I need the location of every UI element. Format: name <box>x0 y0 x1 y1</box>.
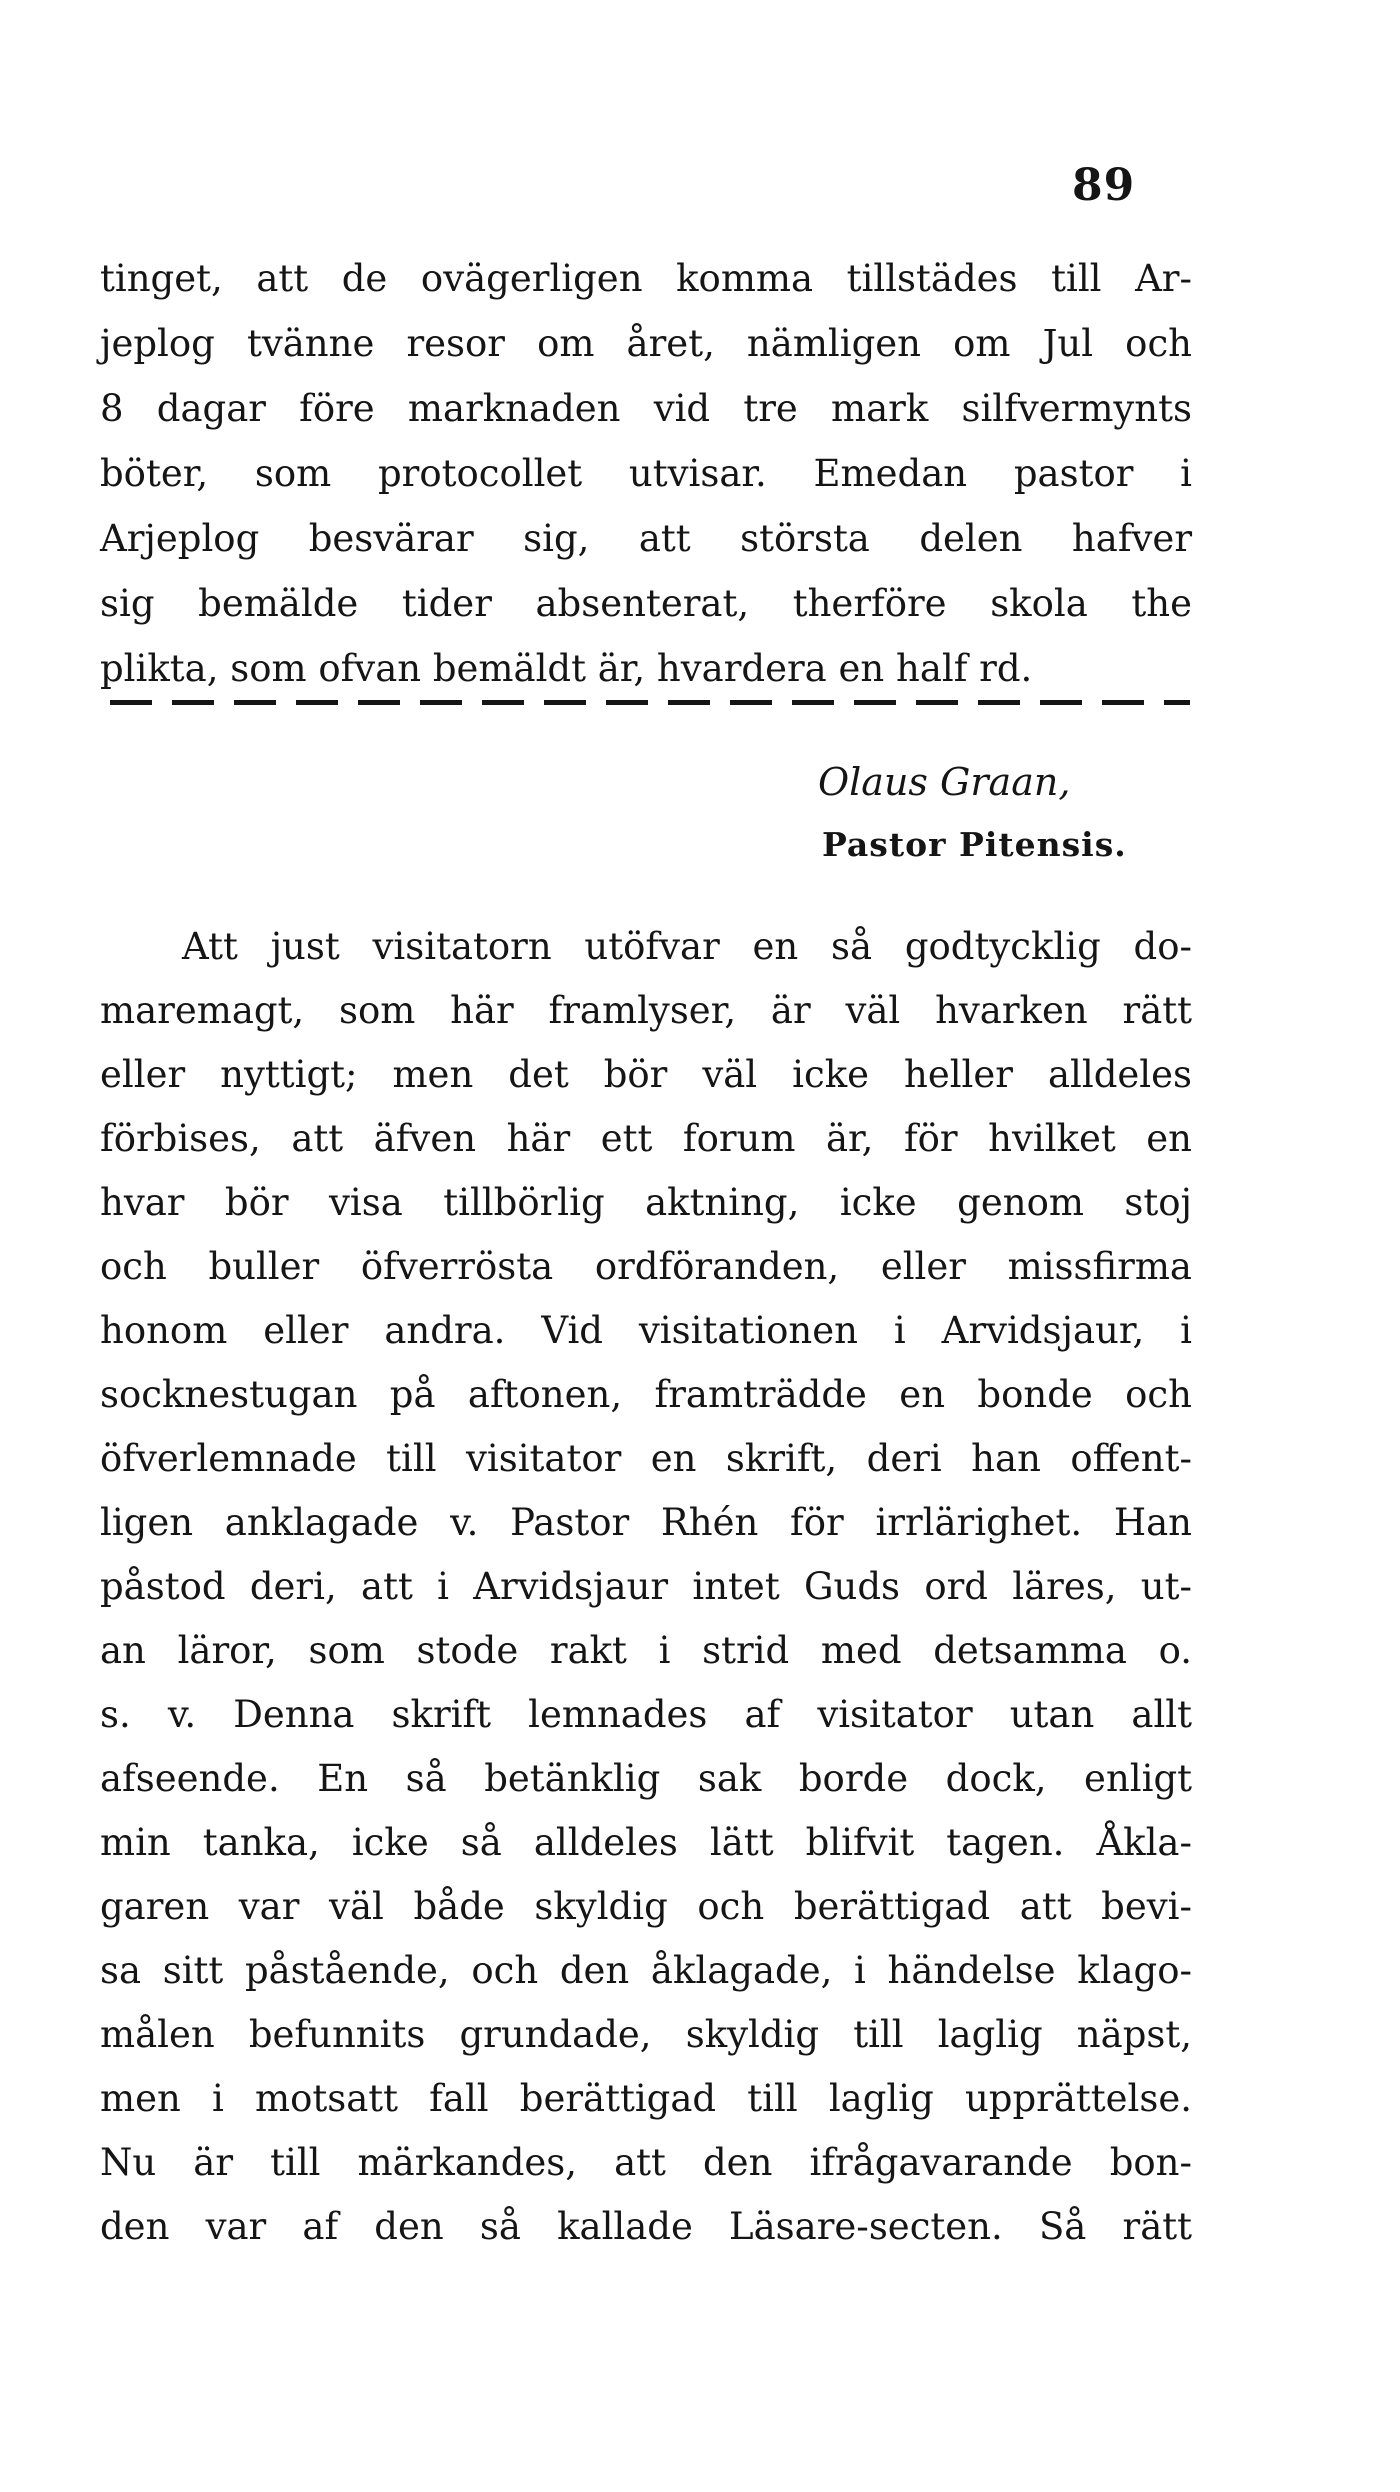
text-line: afseende. En så betänklig sak borde dock, enligt <box>100 1757 1192 1800</box>
text-line: Att just visitatorn utöfvar en så godtycklig do- <box>182 925 1192 968</box>
text-line: sa sitt påstående, och den åklagade, i händelse klago- <box>100 1949 1192 1992</box>
text-line: men i motsatt fall berättigad till laglig upprättelse. <box>100 2077 1192 2120</box>
text-line: Nu är till märkandes, att den ifrågavarande bon- <box>100 2141 1192 2184</box>
signature-name: Olaus Graan, <box>818 760 1071 804</box>
text-line: den var af den så kallade Läsare-secten. Så rätt <box>100 2205 1192 2248</box>
text-line: Arjeplog besvärar sig, att största delen hafver <box>100 517 1192 560</box>
signature-title: Pastor Pitensis. <box>822 825 1127 864</box>
text-line: jeplog tvänne resor om året, nämligen om Jul och <box>100 322 1192 365</box>
text-line: och buller öfverrösta ordföranden, eller missfirma <box>100 1245 1192 1288</box>
text-line: hvar bör visa tillbörlig aktning, icke genom stoj <box>100 1181 1192 1224</box>
text-line: s. v. Denna skrift lemnades af visitator utan allt <box>100 1693 1192 1736</box>
page-number: 89 <box>1072 160 1136 211</box>
text-line: min tanka, icke så alldeles lätt blifvit tagen. Åkla- <box>100 1821 1192 1864</box>
text-line: garen var väl både skyldig och berättigad att bevi- <box>100 1885 1192 1928</box>
text-line: an läror, som stode rakt i strid med detsamma o. <box>100 1629 1192 1672</box>
text-line: ligen anklagade v. Pastor Rhén för irrlärighet. Han <box>100 1501 1192 1544</box>
dashed-separator <box>110 700 1190 705</box>
text-line: öfverlemnade till visitator en skrift, deri han offent- <box>100 1437 1192 1480</box>
text-line: eller nyttigt; men det bör väl icke heller alldeles <box>100 1053 1192 1096</box>
text-line: böter, som protocollet utvisar. Emedan pastor i <box>100 452 1192 495</box>
text-line: påstod deri, att i Arvidsjaur intet Guds ord läres, ut- <box>100 1565 1192 1608</box>
text-line: maremagt, som här framlyser, är väl hvarken rätt <box>100 989 1192 1032</box>
text-line: 8 dagar före marknaden vid tre mark silfvermynts <box>100 387 1192 430</box>
text-line: förbises, att äfven här ett forum är, för hvilket en <box>100 1117 1192 1160</box>
text-line: målen befunnits grundade, skyldig till laglig näpst, <box>100 2013 1192 2056</box>
text-line: sig bemälde tider absenterat, therföre skola the <box>100 582 1192 625</box>
text-line: honom eller andra. Vid visitationen i Arvidsjaur, i <box>100 1309 1192 1352</box>
text-line: tinget, att de ovägerligen komma tillstädes till Ar- <box>100 257 1192 300</box>
text-line: socknestugan på aftonen, framträdde en bonde och <box>100 1373 1192 1416</box>
text-line: plikta, som ofvan bemäldt är, hvardera en half rd. <box>100 647 1033 690</box>
